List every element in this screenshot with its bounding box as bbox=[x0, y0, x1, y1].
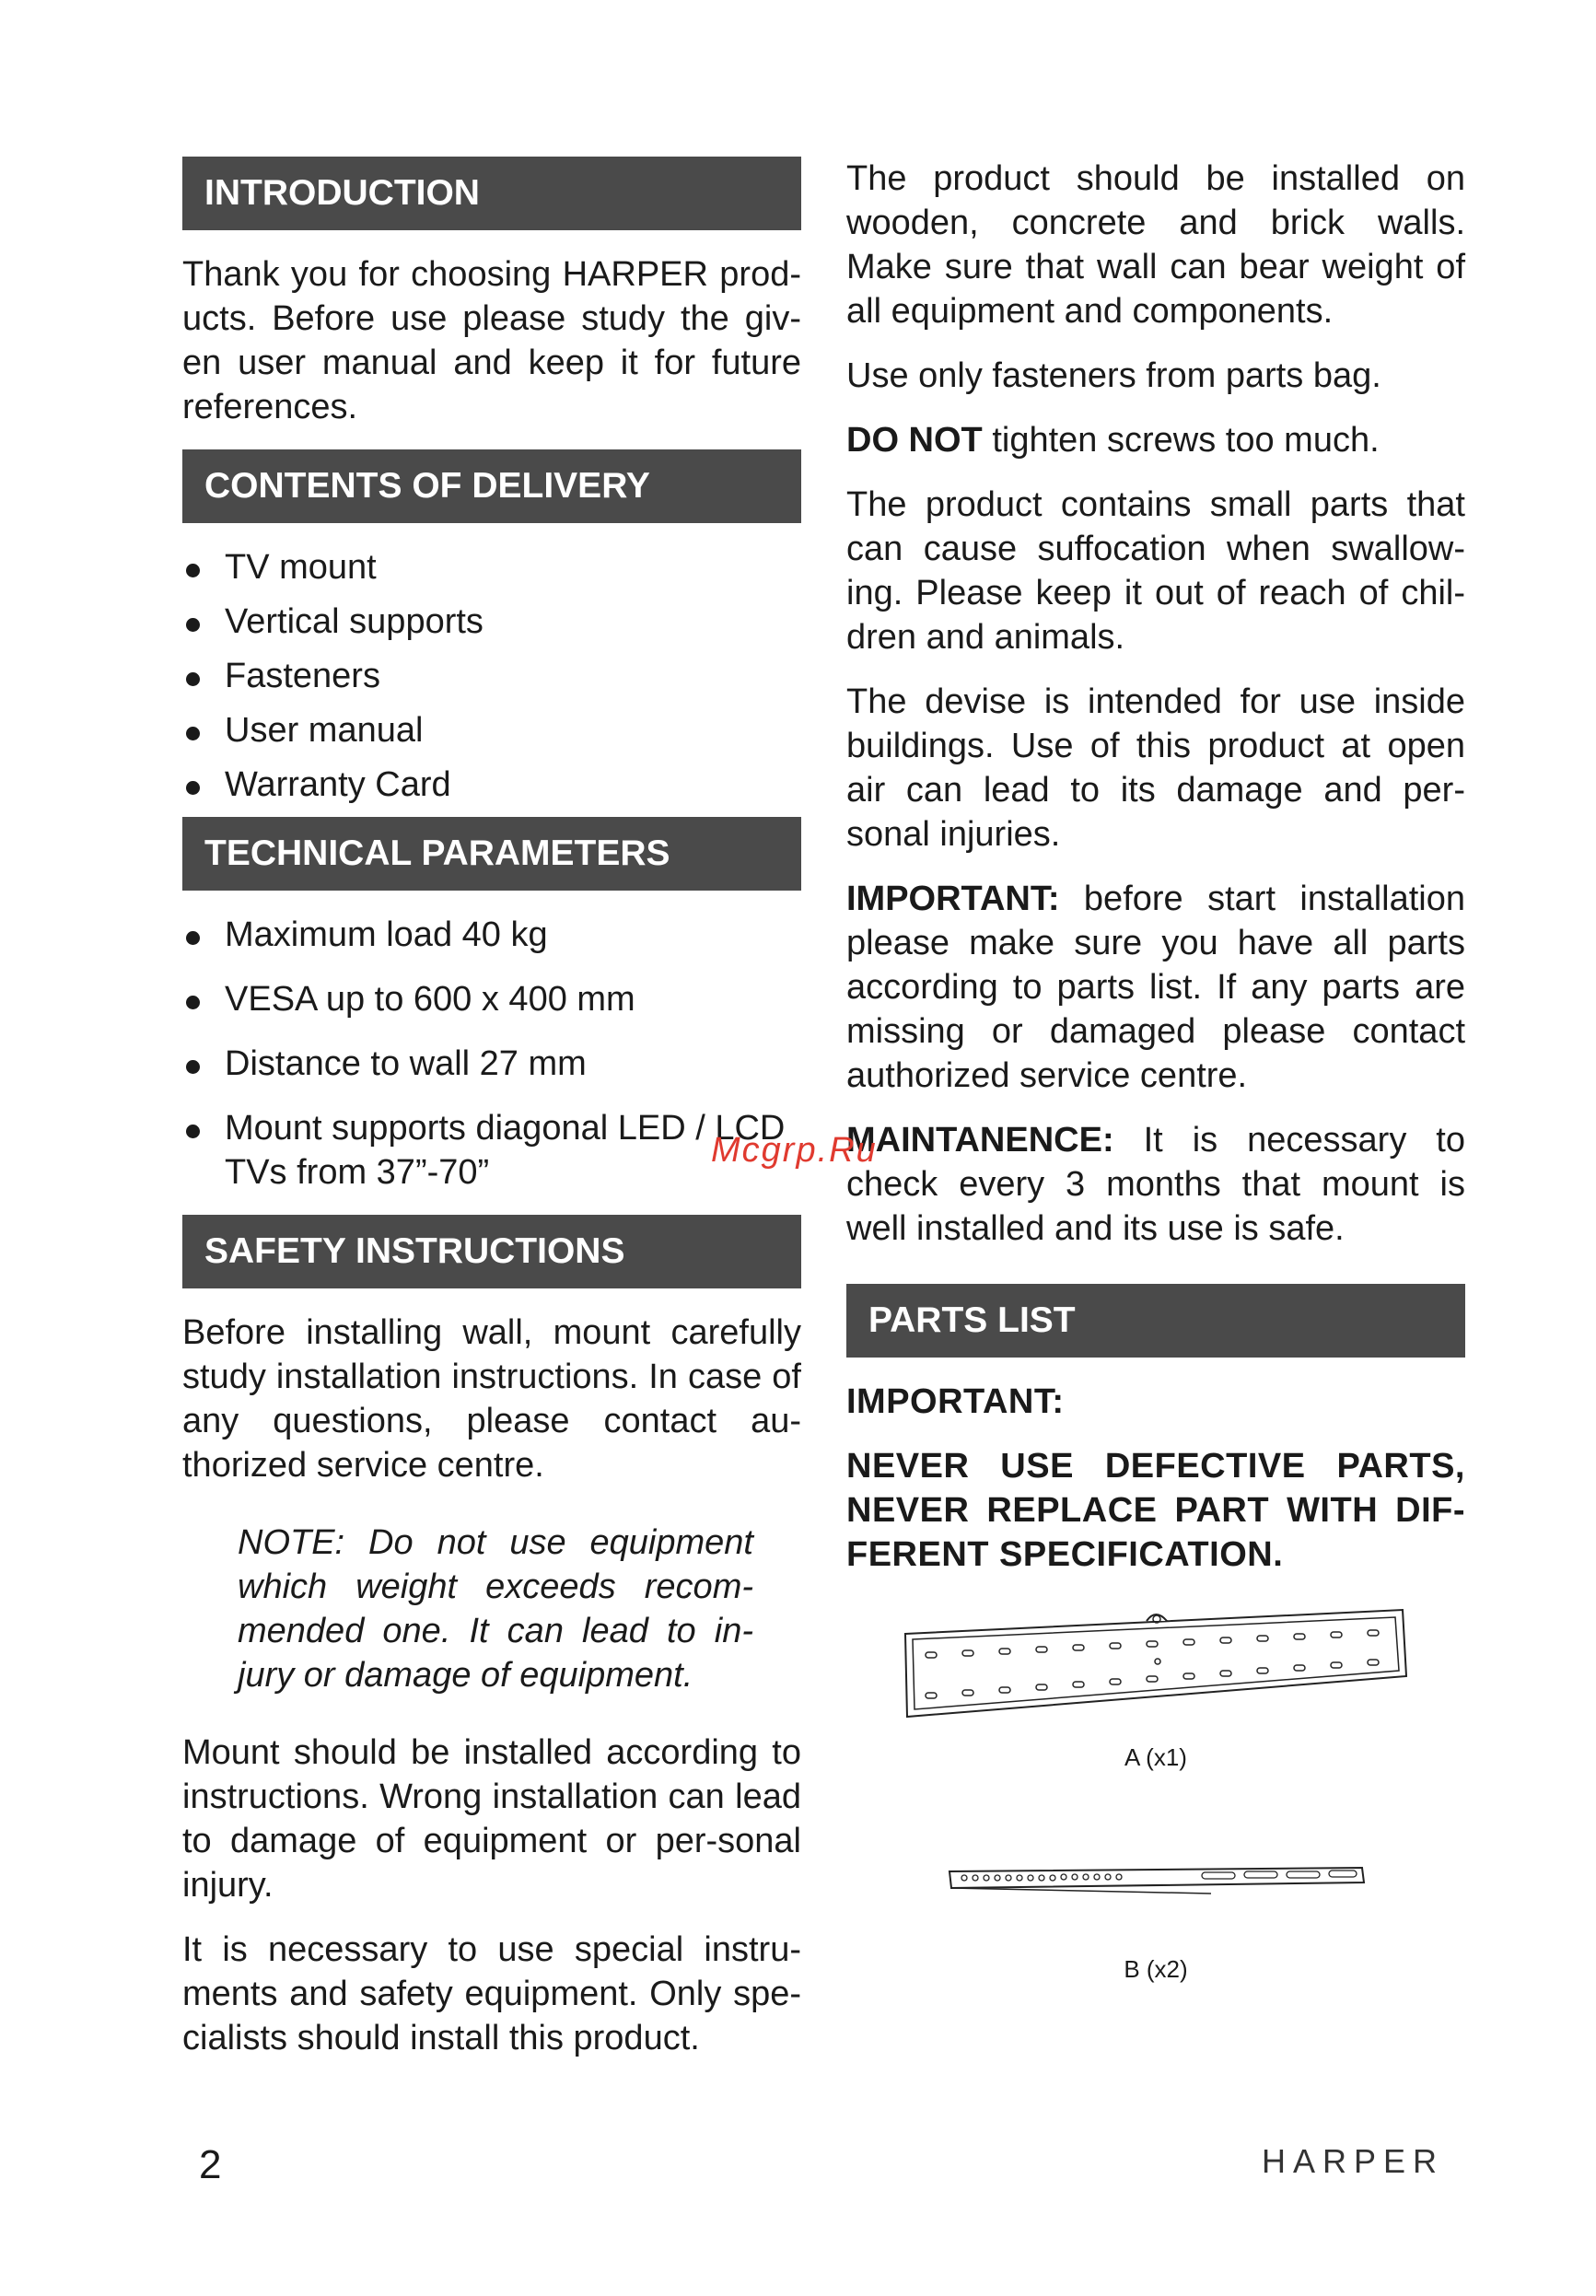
bullet-icon bbox=[186, 781, 200, 795]
page-number: 2 bbox=[199, 2142, 222, 2187]
list-item: Vertical supports bbox=[182, 600, 801, 644]
list-item: User manual bbox=[182, 708, 801, 752]
part-a-caption: A (x1) bbox=[1124, 1743, 1187, 1771]
list-item: Warranty Card bbox=[182, 763, 801, 807]
list-item: TV mount bbox=[182, 545, 801, 589]
safety-paragraph-1: Before installing wall, mount carefully study installation instructions. In case of any questions, please contact au-thorized service centre. bbox=[182, 1313, 801, 1485]
parts-warning: NEVER USE DEFECTIVE PARTS, NEVER REPLACE PART WITH DIF-FERENT SPECIFICATION. bbox=[846, 1447, 1465, 1574]
wall-plate-illustration bbox=[898, 1597, 1414, 1726]
list-item: VESA up to 600 x 400 mm bbox=[182, 977, 801, 1021]
important-paragraph: IMPORTANT: before start installation please make sure you have all parts according to parts list. If any parts are missing or damaged please contact authorized service centre. bbox=[846, 880, 1465, 1095]
safety-paragraph-3: It is necessary to use special instru-ments and safety equipment. Only spe-cialists should install this product. bbox=[182, 1930, 801, 2057]
safety-note: NOTE: Do not use equipment which weight exceeds recom-mended one. It can lead to in-jury or damage of equipment. bbox=[238, 1523, 753, 1695]
bullet-icon bbox=[186, 931, 200, 945]
technical-parameters-list bbox=[182, 913, 801, 1195]
indoor-use-paragraph: The devise is intended for use inside buildings. Use of this product at open air can lead to its damage and per-sonal injuries. bbox=[846, 682, 1465, 854]
left-column bbox=[182, 157, 801, 2080]
bullet-icon bbox=[186, 1060, 200, 1074]
bullet-icon bbox=[186, 727, 200, 740]
part-b-caption: B (x2) bbox=[1124, 1955, 1188, 1983]
important-label: IMPORTANT: bbox=[846, 1382, 1065, 1421]
list-item: Fasteners bbox=[182, 654, 801, 698]
safety-instructions-header: SAFETY INSTRUCTIONS bbox=[182, 1215, 801, 1288]
list-item: Maximum load 40 kg bbox=[182, 913, 801, 957]
parts-list-header: PARTS LIST bbox=[846, 1284, 1465, 1358]
safety-paragraph-2: Mount should be installed according to instructions. Wrong installation can lead to damage of equipment or per-sonal injury. bbox=[182, 1733, 801, 1905]
contents-list bbox=[182, 545, 801, 807]
svg-text:HARPER: HARPER bbox=[1262, 2142, 1445, 2178]
bullet-icon bbox=[186, 564, 200, 577]
introduction-header: INTRODUCTION bbox=[182, 157, 801, 230]
watermark: Mcgrp.Ru bbox=[711, 1131, 878, 1170]
bullet-icon bbox=[186, 1125, 200, 1138]
wall-types-paragraph: The product should be installed on wooden, concrete and brick walls. Make sure that wall can bear weight of all equipment and components. bbox=[846, 159, 1465, 331]
part-b-figure bbox=[846, 1862, 1465, 1991]
list-item: Distance to wall 27 mm bbox=[182, 1042, 801, 1086]
vertical-support-illustration bbox=[944, 1862, 1368, 1899]
list-item: Mount supports diagonal LED / LCD TVs from 37”-70” bbox=[182, 1106, 801, 1195]
right-column bbox=[846, 157, 1465, 1991]
screws-paragraph: DO NOT tighten screws too much. bbox=[846, 421, 1380, 460]
introduction-text: Thank you for choosing HARPER prod-ucts. Before use please study the giv-en user manual and keep it for future references. bbox=[182, 255, 801, 426]
technical-parameters-header: TECHNICAL PARAMETERS bbox=[182, 817, 801, 891]
fasteners-paragraph: Use only fasteners from parts bag. bbox=[846, 356, 1381, 395]
harper-logo-icon bbox=[1260, 2141, 1462, 2178]
contents-header: CONTENTS OF DELIVERY bbox=[182, 449, 801, 523]
part-a-figure bbox=[846, 1597, 1465, 1779]
bullet-icon bbox=[186, 996, 200, 1009]
bullet-icon bbox=[186, 672, 200, 686]
maintenance-paragraph: MAINTANENCE: It is necessary to check every 3 months that mount is well installed and its use is safe. bbox=[846, 1121, 1465, 1248]
small-parts-paragraph: The product contains small parts that can cause suffocation when swallow-ing. Please keep it out of reach of chil-dren and animals. bbox=[846, 485, 1465, 657]
harper-logo bbox=[1260, 2141, 1462, 2183]
bullet-icon bbox=[186, 618, 200, 632]
